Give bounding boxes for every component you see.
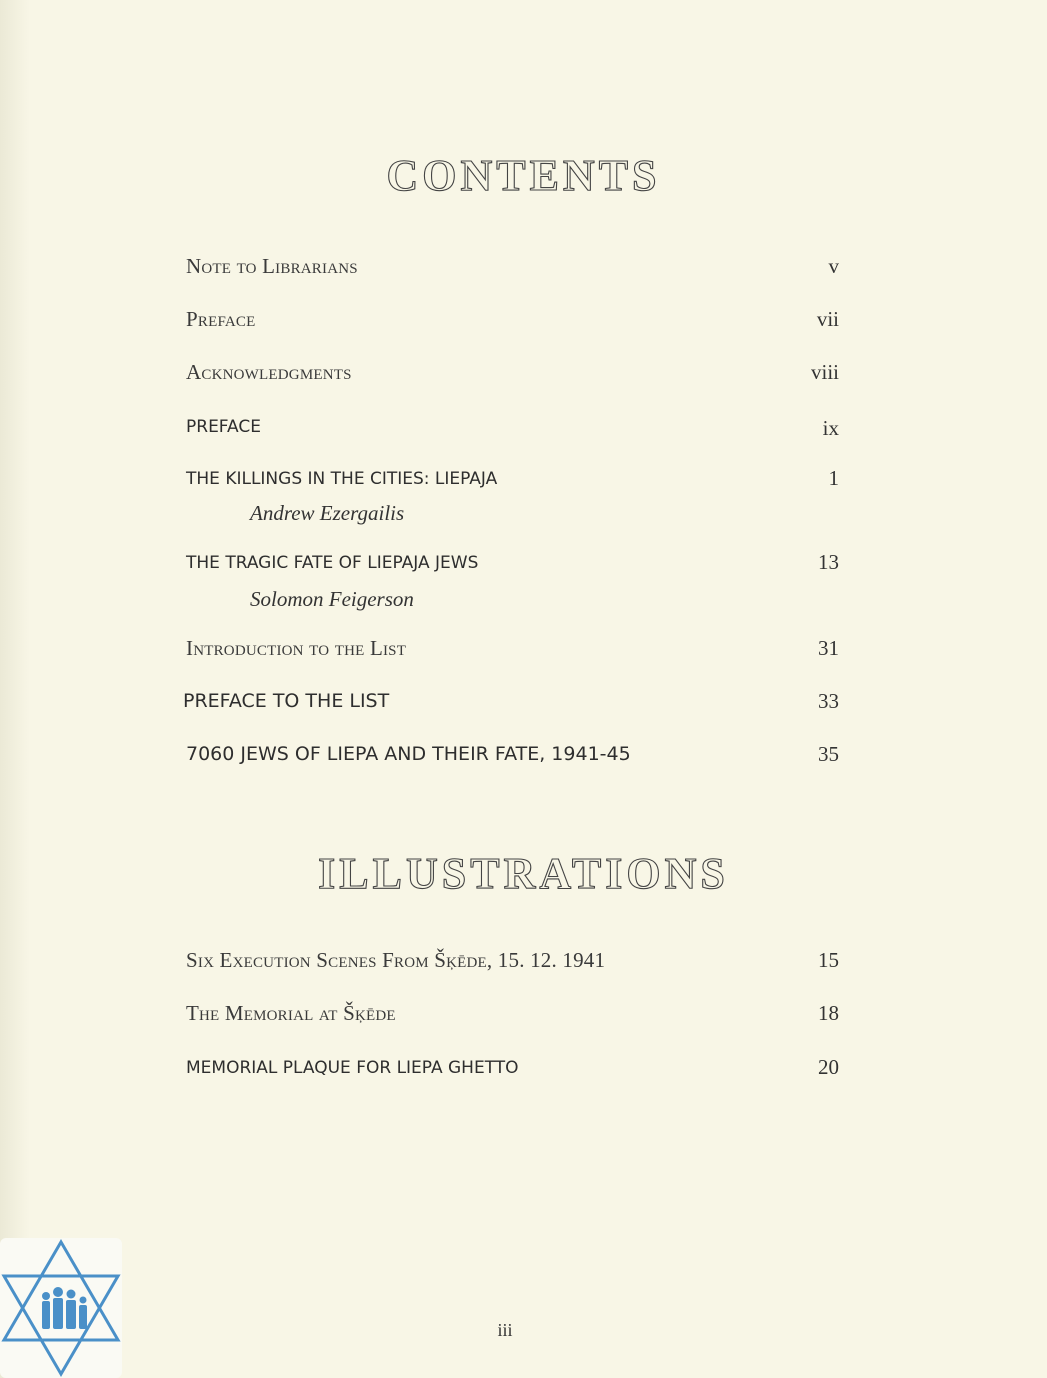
toc-entry [0, 742, 1047, 782]
star-of-david-family-icon [0, 1238, 122, 1378]
toc-entry-title: Note to Librarians [186, 254, 358, 278]
toc-entry [0, 550, 1047, 590]
illustration-entry-page: 20 [818, 1055, 839, 1079]
toc-entry-page: vii [816, 307, 839, 331]
toc-entry-title: THE KILLINGS IN THE CITIES: LIEPAJA [186, 469, 498, 489]
toc-entry-title: Acknowledgments [186, 360, 352, 384]
toc-entry [0, 307, 1047, 347]
illustration-entry-title: The Memorial at Šķēde [186, 1001, 396, 1025]
page-number: iii [497, 1320, 513, 1340]
illustration-entry-title: MEMORIAL PLAQUE FOR LIEPA GHETTO [186, 1058, 519, 1078]
illustration-entry [0, 1055, 1047, 1095]
illustrations-heading: ILLUSTRATIONS [318, 849, 729, 898]
toc-entry-title: 7060 JEWS OF LIEPA AND THEIR FATE, 1941-45 [186, 743, 631, 765]
toc-entry [0, 636, 1047, 676]
toc-entry-page: 33 [818, 689, 839, 713]
illustration-entry-page: 15 [818, 948, 839, 972]
toc-entry-page: 31 [818, 636, 839, 660]
illustration-entry-title: Six Execution Scenes From Šķēde, 15. 12. 1941 [186, 948, 606, 972]
toc-entry [0, 254, 1047, 294]
toc-entry-title: THE TRAGIC FATE OF LIEPAJA JEWS [186, 553, 479, 573]
toc-entry-page: 13 [818, 550, 839, 574]
illustration-entry-page: 18 [818, 1001, 839, 1025]
toc-entry-author: Andrew Ezergailis [250, 501, 405, 525]
toc-entry [0, 689, 1047, 729]
toc-entry-page: viii [810, 360, 839, 384]
contents-heading: CONTENTS [386, 151, 661, 200]
toc-entry-author: Solomon Feigerson [250, 587, 414, 611]
illustration-entry [0, 948, 1047, 988]
toc-entry [0, 416, 1047, 456]
toc-entry-page: 1 [828, 466, 839, 490]
toc-entry-page: ix [822, 416, 839, 440]
toc-entry [0, 360, 1047, 400]
illustration-entry [0, 1001, 1047, 1041]
toc-entry-title: Introduction to the List [186, 636, 407, 660]
toc-entry-title: PREFACE [186, 417, 261, 437]
toc-entry-page: 35 [818, 742, 839, 766]
toc-entry-page: v [828, 254, 839, 278]
toc-entry-title: PREFACE TO THE LIST [183, 690, 390, 712]
toc-entry-title: Preface [186, 307, 256, 331]
toc-entry [0, 466, 1047, 506]
